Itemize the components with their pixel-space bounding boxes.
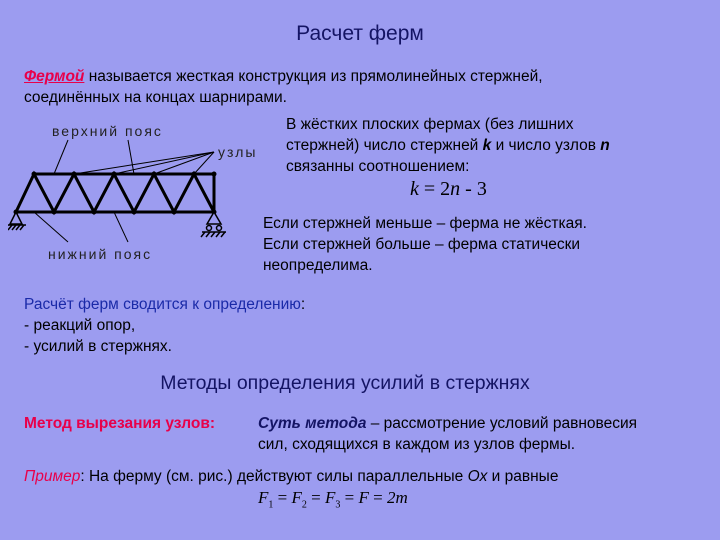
example-axis: Ox — [467, 468, 488, 485]
truss-diagonals — [16, 174, 214, 212]
rigid-line-1: В жёстких плоских фермах (без лишних — [286, 116, 574, 133]
calc-intro: Расчёт ферм сводится к определению — [24, 296, 301, 313]
example-text-end: и равные — [487, 468, 559, 485]
bottom-chord-label: нижний пояс — [48, 246, 153, 262]
definition-text-2: соединённых на концах шарнирами. — [24, 89, 287, 106]
example-label: Пример — [24, 468, 81, 485]
conditions-line-3: неопределима. — [263, 257, 373, 274]
rigid-line-3: связанны соотношением: — [286, 158, 470, 175]
example-paragraph: Пример: На ферму (см. рис.) действуют силы параллельные Ox и равные — [24, 468, 559, 485]
rigidity-formula: k = 2n - 3 — [410, 178, 487, 200]
definition-term: Фермой — [24, 68, 85, 85]
calc-item-forces: - усилий в стержнях. — [24, 338, 172, 355]
calc-paragraph: Расчёт ферм сводится к определению: - реакций опор, - усилий в стержнях. — [24, 296, 306, 355]
methods-title: Методы определения усилий в стержнях — [160, 372, 530, 394]
essence-label: Суть метода — [258, 415, 367, 432]
example-text: На ферму (см. рис.) действуют силы параллельные — [84, 468, 468, 485]
bottom-chord-leaders — [34, 212, 128, 242]
nodes-leaders — [74, 152, 214, 174]
method-essence — [258, 413, 708, 455]
essence-line-1: – рассмотрение условий равновесия — [366, 415, 638, 432]
top-chord-label: верхний пояс — [52, 123, 163, 139]
rigid-line-2a: стержней) число стержней — [286, 137, 483, 154]
right-support — [201, 212, 226, 237]
conditions-paragraph — [263, 213, 703, 276]
conditions-line-2: Если стержней больше – ферма статически — [263, 236, 581, 253]
force-equation: $F_1 = F_2 = F_3 = F = 2m$ — [258, 488, 408, 511]
rigid-paragraph — [286, 114, 706, 177]
conditions-line-1: Если стержней меньше – ферма не жёсткая. — [263, 215, 587, 232]
nodes-label: узлы — [218, 144, 258, 160]
rigid-line-2b: и число узлов — [491, 137, 601, 154]
definition-paragraph — [24, 66, 704, 108]
method-name: Метод вырезания узлов: — [24, 415, 216, 432]
rigid-k: k — [482, 137, 492, 154]
definition-text-1: называется жесткая конструкция из прямолинейных стержней, — [84, 68, 543, 85]
rigid-n: n — [600, 137, 610, 154]
truss-diagram — [8, 118, 270, 260]
calc-item-reactions: - реакций опор, — [24, 317, 136, 334]
essence-line-2: сил, сходящихся в каждом из узлов фермы. — [258, 436, 576, 453]
left-support — [8, 212, 26, 230]
top-chord-leaders — [54, 140, 134, 174]
page-title: Расчет ферм — [296, 22, 424, 45]
